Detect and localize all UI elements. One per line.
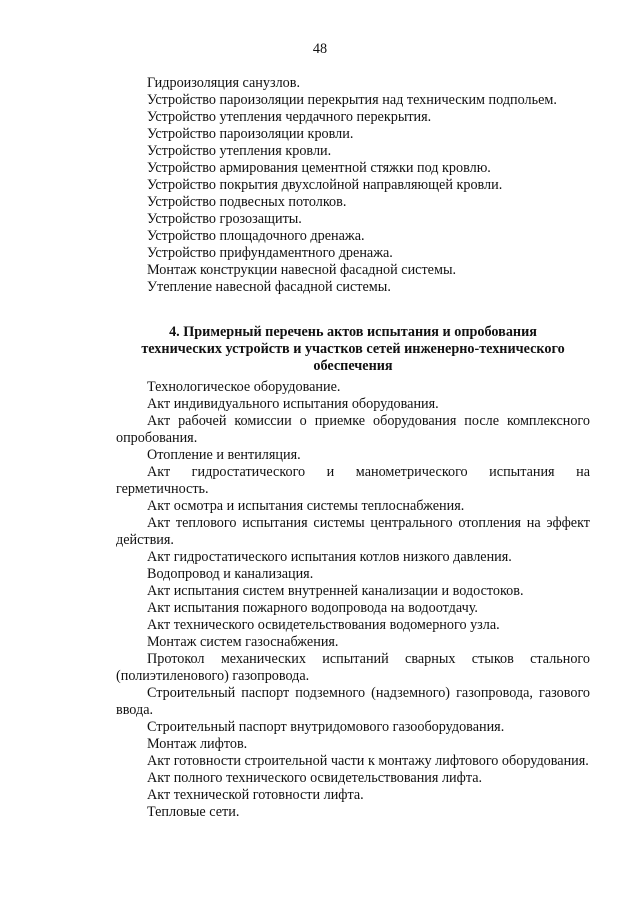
list-item: Акт технического освидетельствования водомерного узла.	[147, 617, 500, 633]
list-item: Устройство грозозащиты.	[147, 211, 302, 227]
list-item: Устройство прифундаментного дренажа.	[147, 245, 393, 261]
list-item: Акт рабочей комиссии о приемке оборудования после комплексного опробования.	[116, 413, 590, 446]
list-item: Акт испытания систем внутренней канализации и водостоков.	[147, 583, 524, 599]
list-item: Акт теплового испытания системы центрального отопления на эффект действия.	[116, 515, 590, 548]
list-item: Акт осмотра и испытания системы теплоснабжения.	[147, 498, 465, 514]
heading-line: обеспечения	[313, 358, 393, 374]
list-item: Строительный паспорт внутридомового газооборудования.	[147, 719, 505, 735]
list-item: Акт индивидуального испытания оборудования.	[147, 396, 439, 412]
list-item: Устройство армирования цементной стяжки под кровлю.	[147, 160, 491, 176]
list-item: Устройство пароизоляции кровли.	[147, 126, 354, 142]
page-number: 48	[312, 41, 328, 57]
list-item: Гидроизоляция санузлов.	[147, 75, 301, 91]
list-item: Устройство пароизоляции перекрытия над техническим подпольем.	[147, 92, 557, 108]
list-item: Тепловые сети.	[147, 804, 240, 820]
list-item: Строительный паспорт подземного (надземного) газопровода, газового ввода.	[116, 685, 590, 718]
list-item: Монтаж конструкции навесной фасадной системы.	[147, 262, 457, 278]
list-item: Устройство покрытия двухслойной направляющей кровли.	[147, 177, 503, 193]
list-item: Устройство утепления кровли.	[147, 143, 332, 159]
heading-line: 4. Примерный перечень актов испытания и опробования	[169, 324, 537, 340]
list-item: Акт гидростатического и манометрического испытания на герметичность.	[116, 464, 590, 497]
list-item: Устройство площадочного дренажа.	[147, 228, 365, 244]
list-item: Водопровод и канализация.	[147, 566, 314, 582]
list-item: Утепление навесной фасадной системы.	[147, 279, 391, 295]
list-item: Акт готовности строительной части к монтажу лифтового оборудования.	[147, 753, 589, 769]
acts-list	[116, 379, 590, 821]
list-item: Акт гидростатического испытания котлов низкого давления.	[147, 549, 512, 565]
document-body	[116, 75, 590, 821]
heading-line: технических устройств и участков сетей инженерно-технического	[141, 341, 565, 357]
list-item: Монтаж систем газоснабжения.	[147, 634, 339, 650]
list-item: Протокол механических испытаний сварных стыков стального (полиэтиленового) газопровода.	[116, 651, 590, 684]
list-item: Устройство утепления чердачного перекрытия.	[147, 109, 432, 125]
list-item: Монтаж лифтов.	[147, 736, 248, 752]
list-item: Акт испытания пожарного водопровода на водоотдачу.	[147, 600, 478, 616]
list-item: Устройство подвесных потолков.	[147, 194, 347, 210]
list-item: Технологическое оборудование.	[147, 379, 341, 395]
section-heading	[116, 324, 590, 375]
list-item: Акт полного технического освидетельствования лифта.	[147, 770, 483, 786]
list-item: Отопление и вентиляция.	[147, 447, 301, 463]
list-item: Акт технической готовности лифта.	[147, 787, 364, 803]
work-list	[116, 75, 590, 296]
